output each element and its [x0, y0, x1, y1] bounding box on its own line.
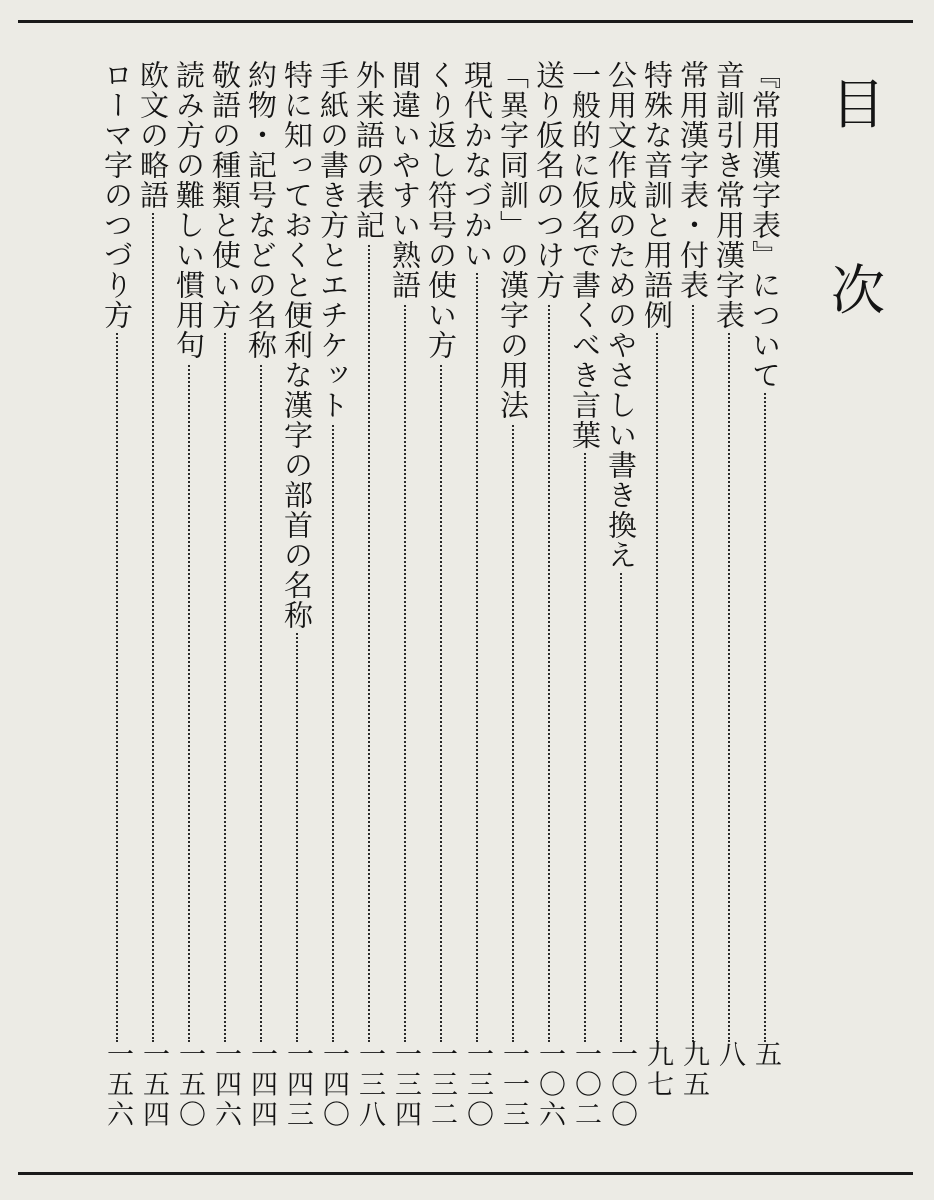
entry-title: 敬語の種類と使い方: [207, 60, 243, 333]
entry-title: 「異字同訓」の漢字の用法: [495, 60, 531, 423]
entry-page-number: 一四六: [210, 1040, 241, 1130]
toc-entry[interactable]: [495, 50, 531, 1150]
toc-entry[interactable]: [135, 50, 171, 1150]
toc-entry[interactable]: [315, 50, 351, 1150]
entry-page-number: 一三四: [390, 1040, 421, 1130]
entry-page-number: 九七: [642, 1040, 673, 1100]
title-char-1: 目: [831, 73, 885, 136]
toc-entry[interactable]: [99, 50, 135, 1150]
toc-entry[interactable]: [639, 50, 675, 1150]
toc-entry[interactable]: [387, 50, 423, 1150]
bottom-rule: [18, 1172, 913, 1175]
entry-page-number: 五: [750, 1040, 781, 1070]
entry-page-number: 一五〇: [174, 1040, 205, 1130]
toc-entry[interactable]: [459, 50, 495, 1150]
entry-title: 特殊な音訓と用語例: [639, 60, 675, 333]
toc-entry[interactable]: [243, 50, 279, 1150]
entry-title: 特に知っておくと便利な漢字の部首の名称: [279, 60, 315, 633]
entry-title: 現代かなづかい: [459, 60, 495, 273]
entry-page-number: 一四〇: [318, 1040, 349, 1130]
entry-title: 欧文の略語: [135, 60, 171, 213]
toc-entry[interactable]: [279, 50, 315, 1150]
entry-title: 『常用漢字表』について: [747, 60, 783, 393]
entry-title: 間違いやすい熟語: [387, 60, 423, 303]
entry-page-number: 一一三: [498, 1040, 529, 1130]
toc-entry[interactable]: [711, 50, 747, 1150]
entry-title: くり返し符号の使い方: [423, 60, 459, 363]
entry-page-number: 一五六: [102, 1040, 133, 1130]
entry-title: 一般的に仮名で書くべき言葉: [567, 60, 603, 453]
toc-entry[interactable]: [603, 50, 639, 1150]
toc-entry[interactable]: [351, 50, 387, 1150]
entry-title: 読み方の難しい慣用句: [171, 60, 207, 363]
entry-title: 送り仮名のつけ方: [531, 60, 567, 303]
entry-page-number: 八: [714, 1040, 745, 1070]
entry-title: ローマ字のつづり方: [99, 60, 135, 333]
entry-page-number: 一三八: [354, 1040, 385, 1130]
toc-entry[interactable]: [207, 50, 243, 1150]
toc-entry[interactable]: [675, 50, 711, 1150]
toc-entry[interactable]: [747, 50, 783, 1150]
entry-page-number: 一三〇: [462, 1040, 493, 1130]
entry-title: 外来語の表記: [351, 60, 387, 243]
entry-page-number: 一五四: [138, 1040, 169, 1130]
entry-page-number: 一〇二: [570, 1040, 601, 1130]
toc-entry[interactable]: [171, 50, 207, 1150]
entry-page-number: 一四三: [282, 1040, 313, 1130]
entry-title: 音訓引き常用漢字表: [711, 60, 747, 333]
entry-page-number: 一四四: [246, 1040, 277, 1130]
entry-page-number: 九五: [678, 1040, 709, 1100]
toc-entry[interactable]: [423, 50, 459, 1150]
toc-entry[interactable]: [567, 50, 603, 1150]
entry-title: 常用漢字表・付表: [675, 60, 711, 303]
entry-title: 公用文作成のためのやさしい書き換え: [603, 60, 639, 573]
entry-page-number: 一〇〇: [606, 1040, 637, 1130]
entry-page-number: 一〇六: [534, 1040, 565, 1130]
entry-title: 約物・記号などの名称: [243, 60, 279, 363]
entry-title: 手紙の書き方とエチケット: [315, 60, 351, 423]
entry-page-number: 一三二: [426, 1040, 457, 1130]
toc-entry[interactable]: [531, 50, 567, 1150]
title-char-2: 次: [831, 259, 885, 322]
